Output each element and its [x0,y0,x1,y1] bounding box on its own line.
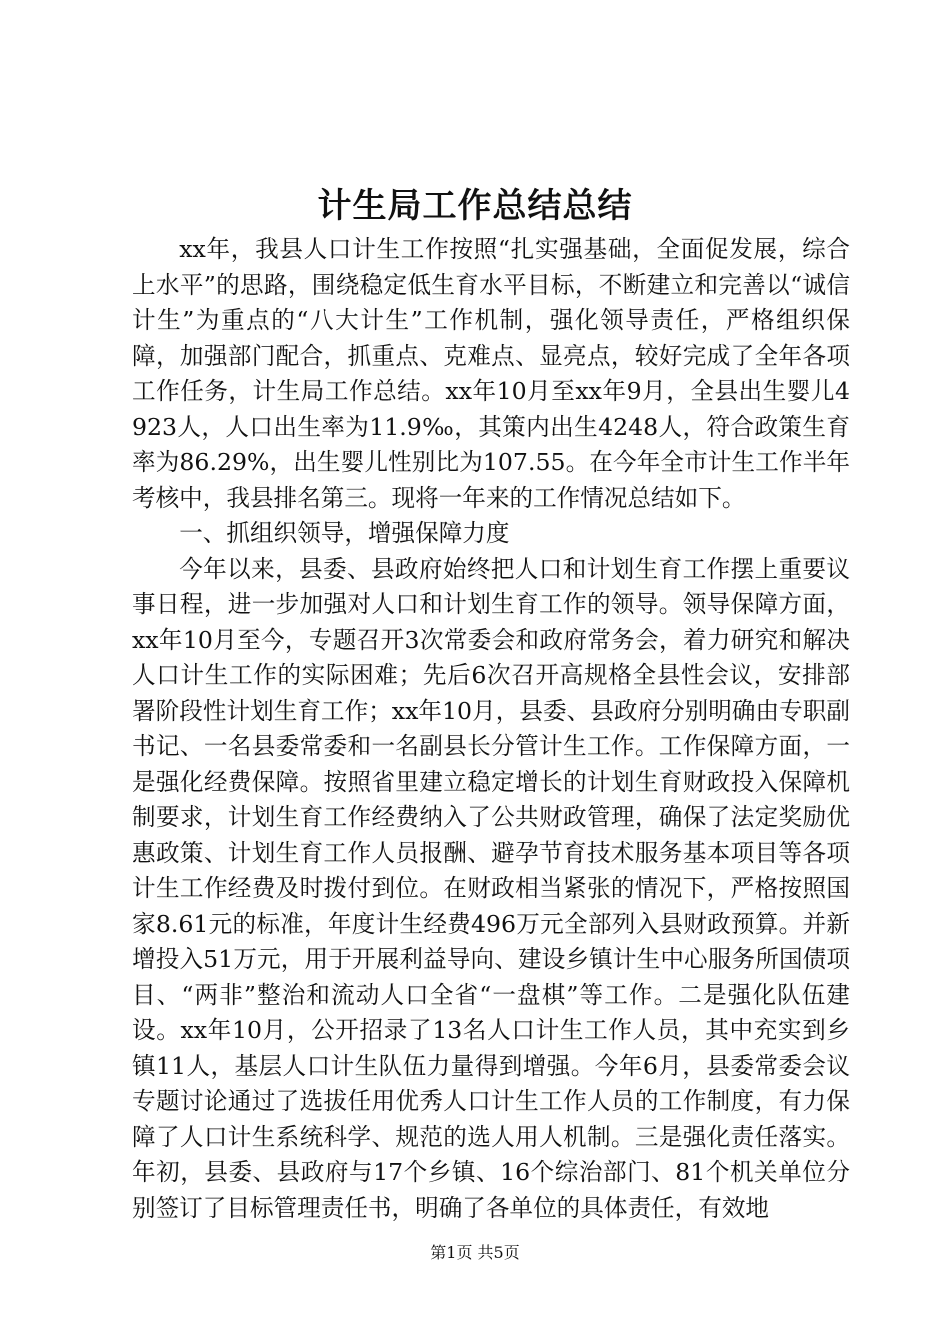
paragraph-section-1: 今年以来，县委、县政府始终把人口和计划生育工作摆上重要议事日程，进一步加强对人口和计划生育工作的领导。领导保障方面，xx年10月至今，专题召开3次常委会和政府常务会，着力研究和解决人口计生工作的实际困难；先后6次召开高规格全县性会议，安排部署阶段性计划生育工作；xx年10月，县委、县政府分别明确由专职副书记、一名县委常委和一名副县长分管计生工作。工作保障方面，一是强化经费保障。按照省里建立稳定增长的计划生育财政投入保障机制要求，计划生育工作经费纳入了公共财政管理，确保了法定奖励优惠政策、计划生育工作人员报酬、避孕节育技术服务基本项目等各项计生工作经费及时拨付到位。在财政相当紧张的情况下，严格按照国家8.61元的标准，年度计生经费496万元全部列入县财政预算。并新增投入51万元，用于开展利益导向、建设乡镇计生中心服务所国债项目、“两非”整治和流动人口全省“一盘棋”等工作。二是强化队伍建设。xx年10月，公开招录了13名人口计生工作人员，其中充实到乡镇11人，基层人口计生队伍力量得到增强。今年6月，县委常委会议专题讨论通过了选拔任用优秀人口计生工作人员的工作制度，有力保障了人口计生系统科学、规范的选人用人机制。三是强化责任落实。年初，县委、县政府与17个乡镇、16个综治部门、81个机关单位分别签订了目标管理责任书，明确了各单位的具体责任，有效地 [132,554,850,1222]
page-footer: 第1页 共5页 [430,1243,520,1262]
document-body [132,232,850,1226]
section-heading-1: 一、抓组织领导，增强保障力度 [179,519,510,547]
paragraph-intro: xx年，我县人口计生工作按照“扎实强基础，全面促发展，综合上水平”的思路，围绕稳定低生育水平目标，不断建立和完善以“诚信计生”为重点的“八大计生”工作机制，强化领导责任，严格组织保障，加强部门配合，抓重点、克难点、显亮点，较好完成了全年各项工作任务，计生局工作总结。xx年10月至xx年9月，全县出生婴儿4923人，人口出生率为11.9‰，其策内出生4248人，符合政策生育率为86.29%，出生婴儿性别比为107.55。在今年全市计生工作半年考核中，我县排名第三。现将一年来的工作情况总结如下。 [132,235,850,512]
document-title: 计生局工作总结总结 [317,186,633,226]
